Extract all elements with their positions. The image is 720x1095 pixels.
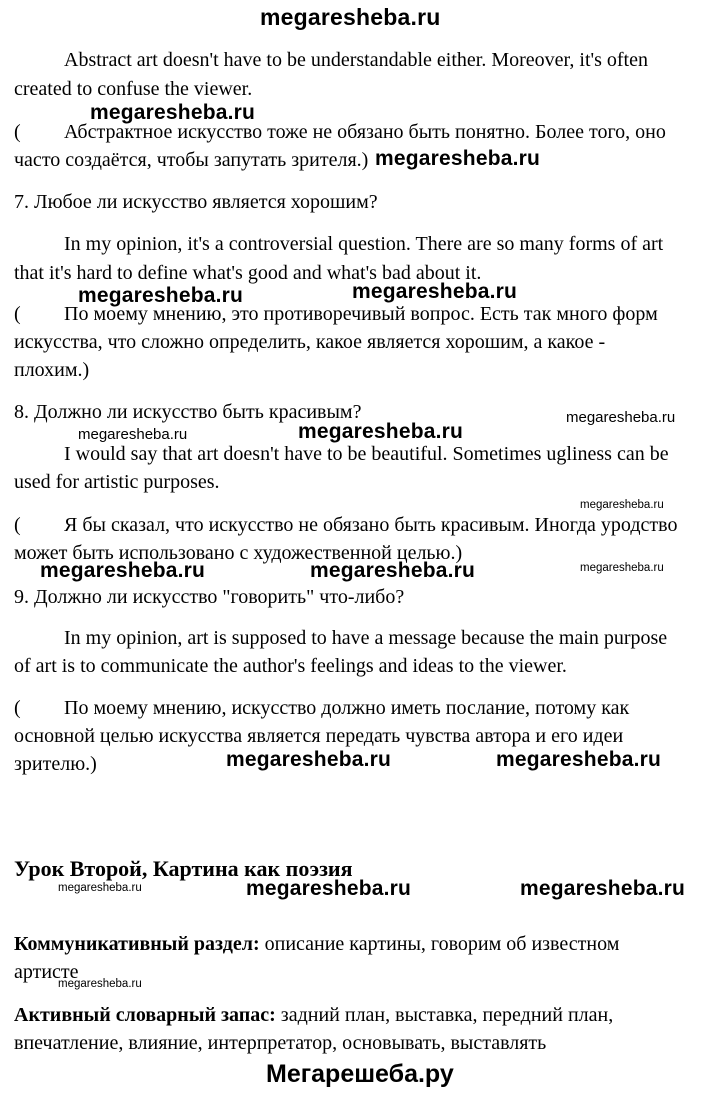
communicative-section-label: Коммуникативный раздел: bbox=[14, 933, 260, 955]
q8-russian-line-1: Я бы сказал, что искусство не обязано быть красивым. Иногда уродство bbox=[64, 514, 678, 536]
q7-russian-line-1: По моему мнению, это противоречивый вопрос. Есть так много форм bbox=[64, 303, 658, 325]
q8-english-line-1: I would say that art doesn't have to be beautiful. Sometimes ugliness can be bbox=[64, 443, 669, 465]
q9-russian-line-1: По моему мнению, искусство должно иметь послание, потому как bbox=[64, 697, 630, 719]
q7-russian-paren: ( bbox=[14, 303, 21, 325]
q9-russian-line-2: основной целью искусства является передать чувства автора и его идеи bbox=[14, 725, 624, 747]
watermark[interactable]: megaresheba.ru bbox=[298, 420, 464, 443]
active-vocabulary-line-1 bbox=[14, 1001, 613, 1030]
watermark[interactable]: megaresheba.ru bbox=[90, 101, 256, 124]
communicative-section-text: описание картины, говорим об известном bbox=[259, 933, 620, 955]
watermark[interactable]: megaresheba.ru bbox=[566, 409, 676, 426]
q9-russian-paren: ( bbox=[14, 697, 21, 719]
q8-question: 8. Должно ли искусство быть красивым? bbox=[14, 401, 362, 423]
q6-russian-line-1: Абстрактное искусство тоже не обязано быть понятно. Более того, оно bbox=[64, 121, 666, 143]
q9-russian-line-3: зрителю.) bbox=[14, 753, 97, 775]
q6-english-line-2: created to confuse the viewer. bbox=[14, 78, 253, 100]
lesson-title: Урок Второй, Картина как поэзия bbox=[14, 856, 353, 881]
watermark[interactable]: megaresheba.ru bbox=[58, 978, 142, 990]
watermark[interactable]: megaresheba.ru bbox=[496, 748, 662, 771]
q7-russian-line-2: искусства, что сложно определить, какое является хорошим, а какое - bbox=[14, 331, 606, 353]
communicative-section-line-1 bbox=[14, 930, 619, 959]
watermark[interactable]: megaresheba.ru bbox=[580, 499, 664, 511]
watermark[interactable]: megaresheba.ru bbox=[78, 284, 244, 307]
q9-question: 9. Должно ли искусство "говорить" что-либо? bbox=[14, 586, 405, 608]
watermark[interactable]: megaresheba.ru bbox=[310, 559, 476, 582]
active-vocabulary-text: задний план, выставка, передний план, bbox=[275, 1004, 614, 1026]
q9-english-line-2: of art is to communicate the author's feelings and ideas to the viewer. bbox=[14, 655, 567, 677]
watermark[interactable]: megaresheba.ru bbox=[226, 748, 392, 771]
watermark[interactable]: megaresheba.ru bbox=[246, 877, 412, 900]
q8-russian-paren: ( bbox=[14, 514, 21, 536]
q8-english-line-2: used for artistic purposes. bbox=[14, 471, 220, 493]
footer-watermark[interactable]: Мегарешеба.ру bbox=[266, 1060, 454, 1088]
watermark[interactable]: megaresheba.ru bbox=[375, 147, 541, 170]
q6-english-line-1: Abstract art doesn't have to be understandable either. Moreover, it's often bbox=[64, 49, 648, 71]
watermark[interactable]: megaresheba.ru bbox=[520, 877, 686, 900]
q6-russian-paren: ( bbox=[14, 121, 21, 143]
watermark[interactable]: megaresheba.ru bbox=[58, 882, 142, 894]
q9-english-line-1: In my opinion, art is supposed to have a message because the main purpose bbox=[64, 627, 668, 649]
q8-russian-line-2: может быть использовано с художественной целью.) bbox=[14, 542, 463, 564]
watermark[interactable]: megaresheba.ru bbox=[580, 562, 664, 574]
communicative-section-line-2: артисте bbox=[14, 961, 79, 983]
q7-russian-line-3: плохим.) bbox=[14, 359, 90, 381]
q7-english-line-1: In my opinion, it's a controversial question. There are so many forms of art bbox=[64, 233, 664, 255]
active-vocabulary-line-2: впечатление, влияние, интерпретатор, основывать, выставлять bbox=[14, 1032, 547, 1054]
header-watermark[interactable]: megaresheba.ru bbox=[260, 4, 441, 30]
watermark[interactable]: megaresheba.ru bbox=[78, 426, 188, 443]
watermark[interactable]: megaresheba.ru bbox=[40, 559, 206, 582]
watermark[interactable]: megaresheba.ru bbox=[352, 280, 518, 303]
q7-question: 7. Любое ли искусство является хорошим? bbox=[14, 191, 378, 213]
active-vocabulary-label: Активный словарный запас: bbox=[14, 1004, 276, 1026]
q7-english-line-2: that it's hard to define what's good and what's bad about it. bbox=[14, 262, 482, 284]
q6-russian-line-2: часто создаётся, чтобы запутать зрителя.) bbox=[14, 149, 369, 171]
